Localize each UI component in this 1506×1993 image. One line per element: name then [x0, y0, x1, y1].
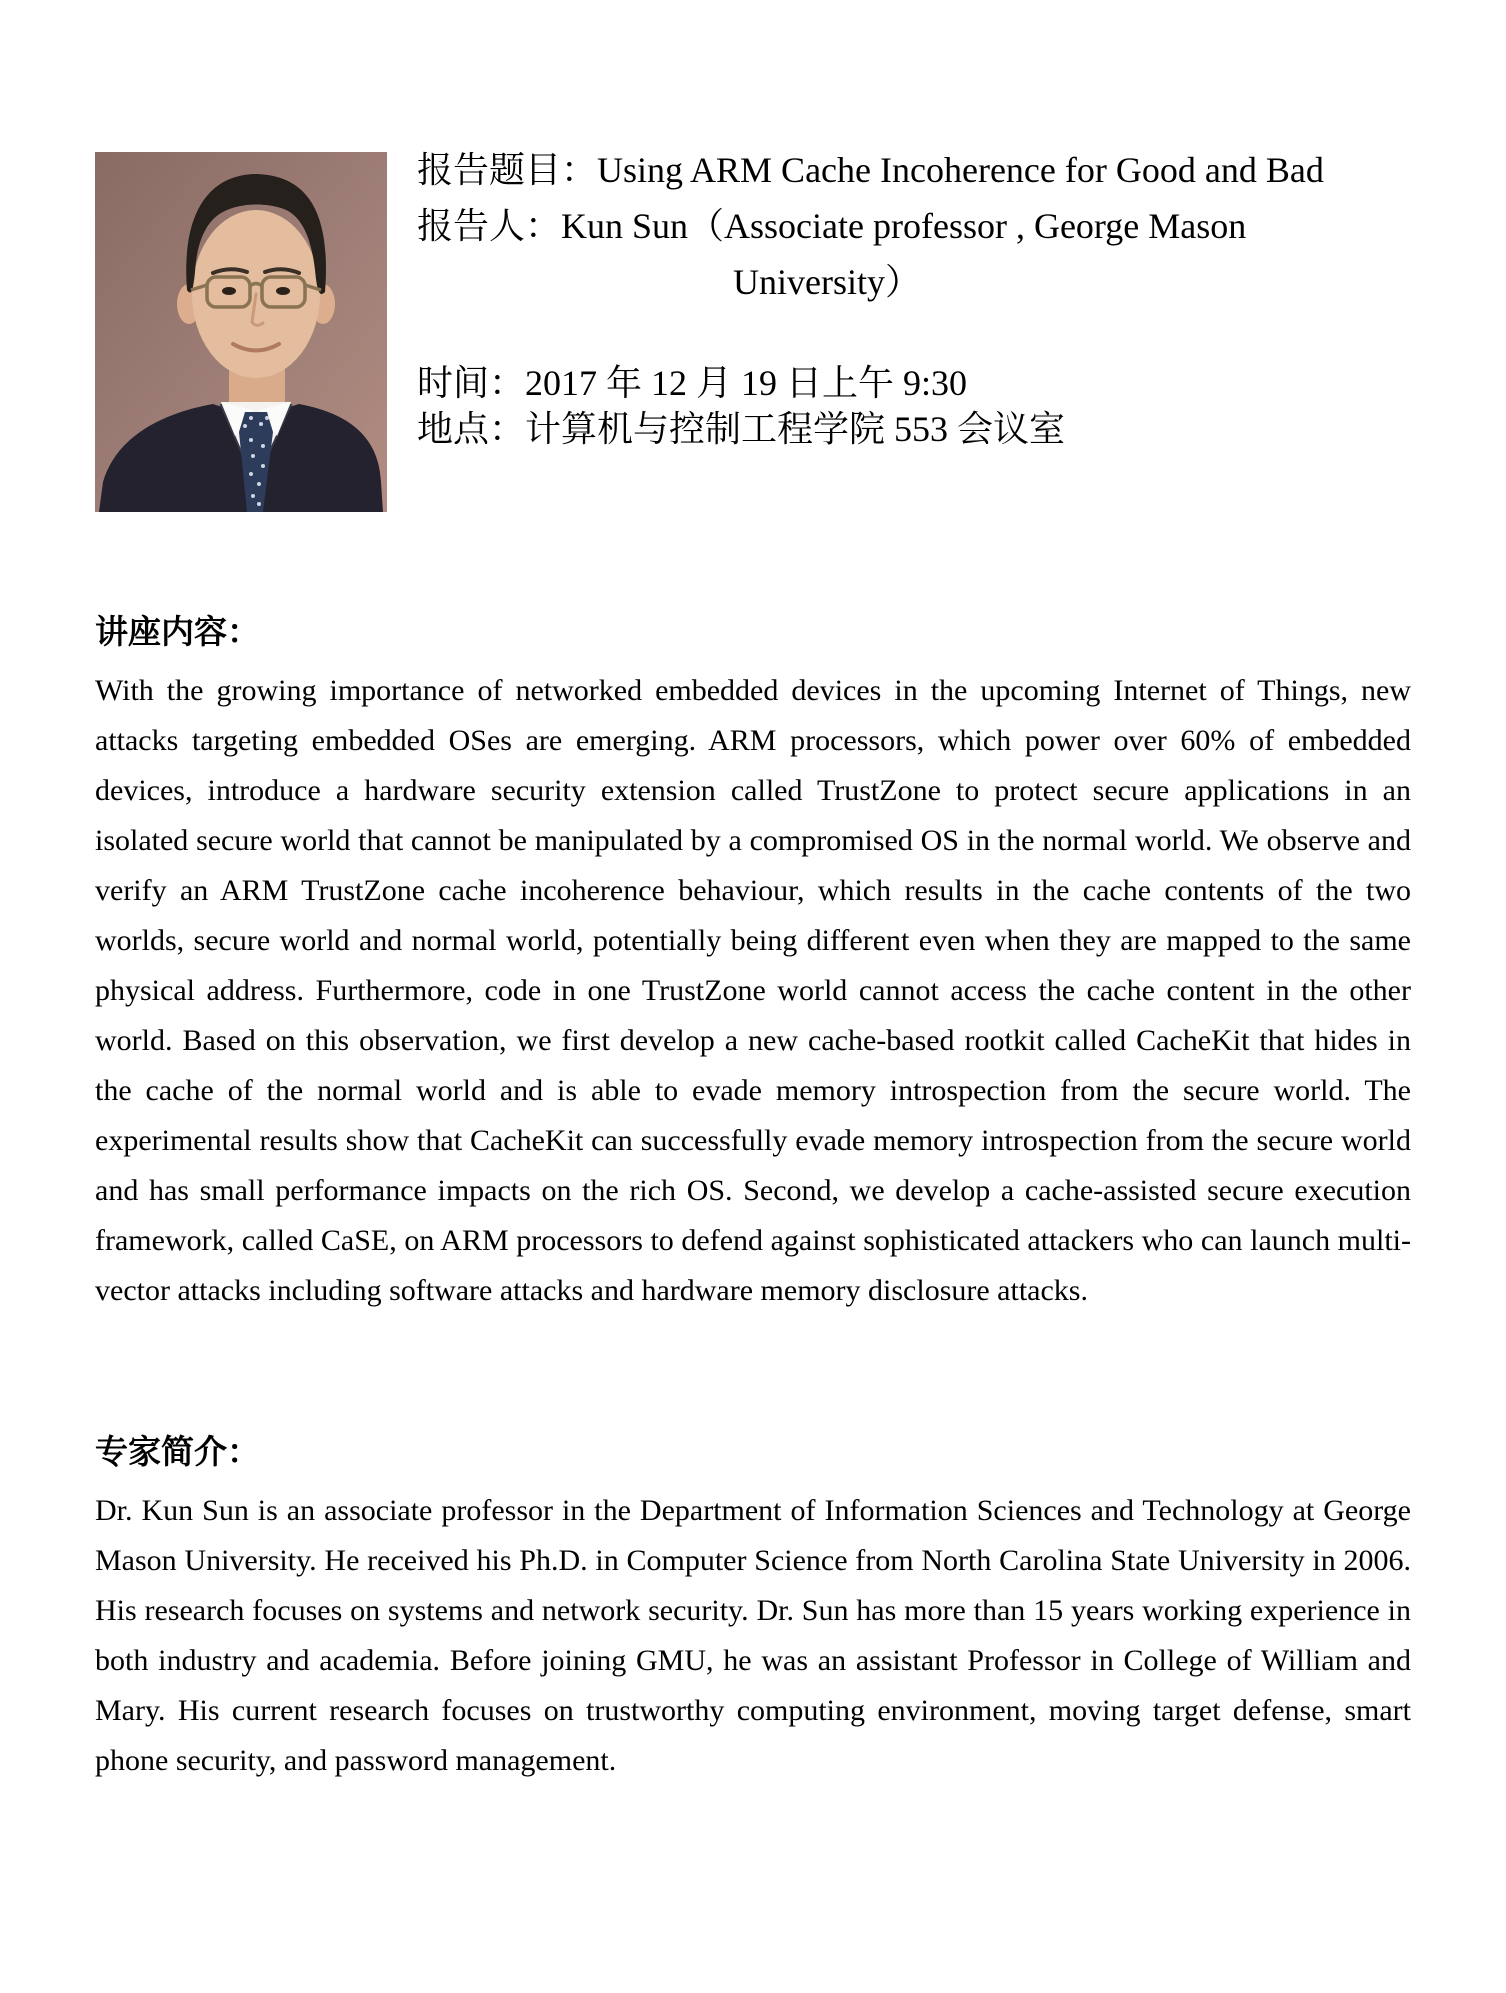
bio-paragraph: Dr. Kun Sun is an associate professor in the Department of Information Sciences and Technology at George Mason University. He received his Ph.D. in Computer Science from North Carolina State University in 2006. His research focuses on systems and network security. Dr. Sun has more than 15 years working experience in both industry and academia. Before joining GMU, he was an assistant Professor in College of William and Mary. His current research focuses on trustworthy computing environment, moving target defense, smart phone security, and password management. — [95, 1494, 1411, 1777]
time-line — [417, 360, 1417, 406]
location-line — [417, 406, 1417, 452]
talk-title-label: 报告题目： — [417, 150, 598, 190]
abstract-paragraph: With the growing importance of networked embedded devices in the upcoming Internet of Things, new attacks targeting embedded OSes are emerging. ARM processors, which power over 60% of embedded devices, introduce a hardware security extension called TrustZone to protect secure applications in an isolated secure world that cannot be manipulated by a compromised OS in the normal world. We observe and verify an ARM TrustZone cache incoherence behaviour, which results in the cache contents of the two worlds, secure world and normal world, potentially being different even when they are mapped to the same physical address. Furthermore, code in one TrustZone world cannot access the cache content in the other world. Based on this observation, we first develop a new cache-based rootkit called CacheKit that hides in the cache of the normal world and is able to evade memory introspection from the secure world. The experimental results show that CacheKit can successfully evade memory introspection from the secure world and has small performance impacts on the rich OS. Second, we develop a cache-assisted secure execution framework, called CaSE, on ARM processors to defend against sophisticated attackers who can launch multi-vector attacks including software attacks and hardware memory disclosure attacks. — [95, 674, 1411, 1307]
speaker-name-affiliation: Kun Sun（Associate professor , George Mason — [561, 206, 1247, 246]
talk-title-line — [417, 142, 1417, 198]
time-label: 时间： — [417, 363, 526, 403]
talk-header — [417, 142, 1417, 310]
speaker-photo — [95, 152, 387, 512]
talk-logistics — [417, 360, 1417, 452]
location-label: 地点： — [417, 409, 526, 449]
abstract-section-heading: 讲座内容： — [95, 615, 260, 651]
location-value: 计算机与控制工程学院 553 会议室 — [525, 409, 1066, 449]
bio-section-heading: 专家简介： — [95, 1435, 260, 1471]
speaker-portrait-graphic — [95, 152, 387, 512]
talk-title: Using ARM Cache Incoherence for Good and Bad — [597, 150, 1324, 190]
speaker-line — [417, 198, 1417, 254]
speaker-line-continuation — [417, 254, 1237, 310]
speaker-affiliation-cont: University） — [733, 262, 921, 302]
time-value: 2017 年 12 月 19 日上午 9:30 — [525, 363, 968, 403]
speaker-label: 报告人： — [417, 206, 562, 246]
